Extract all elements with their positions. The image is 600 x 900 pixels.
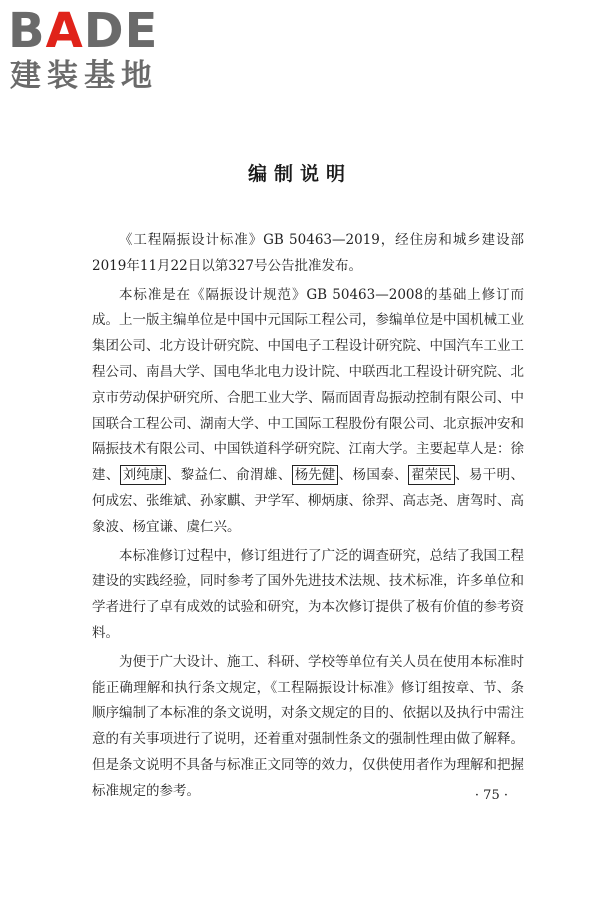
document-body [92, 228, 524, 808]
logo-letter-b: B [8, 3, 46, 59]
page-title: 编制说明 [247, 163, 352, 185]
logo-wordmark [8, 4, 158, 58]
paragraph-approval: 《工程隔振设计标准》GB 50463—2019，经住房和城乡建设部2019年11月22日以第327号公告批准发布。 [92, 232, 524, 274]
paragraph-explanation: 为便于广大设计、施工、科研、学校等单位有关人员在使用本标准时能正确理解和执行条文规定，《工程隔振设计标准》修订组按章、节、条顺序编制了本标准的条文说明，对条文规定的目的、依据以及执行中需注意的有关事项进行了说明，还着重对强制性条文的强制性理由做了解释。但是条文说明不具备与标准正文同等的效力，仅供使用者作为理解和把握标准规定的参考。 [92, 653, 524, 799]
logo-subtitle: 建装基地 [10, 58, 158, 94]
boxed-name-liu: 刘纯康 [120, 465, 167, 485]
drafters-text-2: 、黎益仁、俞渭雄、 [166, 467, 292, 484]
drafters-text-3: 、杨国泰、 [338, 467, 409, 484]
drafters-text-1: 本标准是在《隔振设计规范》GB 50463—2008的基础上修订而成。上一版主编单位是中国中元国际工程公司，参编单位是中国机械工业集团公司、北方设计研究院、中国电子工程设计研究院、中国汽车工业工程公司、南昌大学、国电华北电力设计院、中联西北工程设计研究院、北京市劳动保护研究所、合肥工业大学、隔而固青岛振动控制有限公司、中国联合工程公司、湖南大学、中工国际工程股份有限公司、北京振冲安和隔振技术有限公司、中国铁道科学研究院、江南大学。主要起草人是：徐建、 [92, 286, 524, 484]
drafters-text-4: 、易干明、何成宏、张维斌、孙家麒、尹学军、柳炳康、徐羿、高志尧、唐驾时、高象波、杨宜谦、虞仁兴。 [92, 467, 525, 535]
logo-letter-a-accent: A [45, 3, 84, 59]
logo-letters-de: DE [83, 3, 159, 59]
bade-logo [8, 4, 183, 96]
paragraph-revision: 本标准修订过程中，修订组进行了广泛的调查研究，总结了我国工程建设的实践经验，同时参考了国外先进技术法规、技术标准，许多单位和学者进行了卓有成效的试验和研究，为本次修订提供了极有价值的参考资料。 [92, 547, 524, 641]
boxed-name-yang: 杨先健 [292, 465, 339, 485]
boxed-name-zhai: 翟荣民 [408, 465, 455, 485]
paragraph-drafters [92, 283, 524, 541]
page-number: · 75 · [474, 788, 508, 803]
